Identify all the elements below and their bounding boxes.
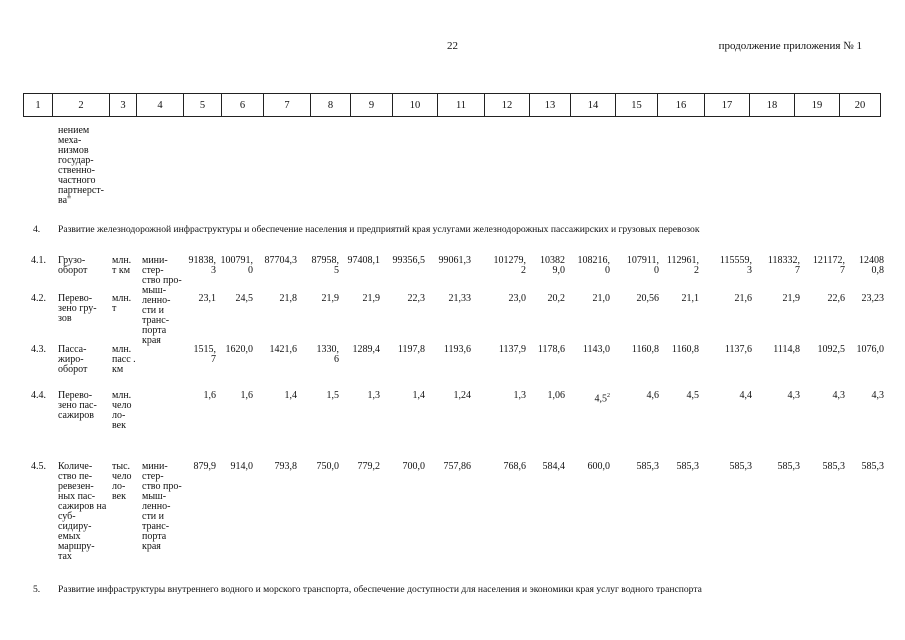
- indicator-name: Пасса- жиро- оборот: [58, 344, 88, 375]
- value-cell: 585,3: [729, 461, 752, 472]
- value-cell: 1,4: [412, 390, 425, 401]
- value-cell: 1,24: [453, 390, 471, 401]
- indicator-name: Грузо- оборот: [58, 255, 88, 276]
- value-cell: 21,8: [279, 293, 297, 304]
- header-col: 18: [750, 94, 795, 117]
- value-cell: 768,6: [503, 461, 526, 472]
- header-col: 17: [705, 94, 750, 117]
- responsible-org: мини- стер- ство про- мыш- ленно- сти и транс- порта края: [142, 461, 182, 552]
- value-cell: 1,3: [367, 390, 380, 401]
- value-cell: 1,4: [284, 390, 297, 401]
- value-cell: 121172, 7: [812, 255, 845, 276]
- footnote-marker: 2: [607, 393, 610, 399]
- value-cell: 757,86: [443, 461, 471, 472]
- value-cell: 118332, 7: [767, 255, 800, 276]
- value-cell: 1114,8: [773, 344, 800, 355]
- value-cell: 1,6: [203, 390, 216, 401]
- value-cell: 21,9: [362, 293, 380, 304]
- unit: млн. т км: [112, 255, 132, 276]
- value-cell: 23,0: [508, 293, 526, 304]
- value-cell: 584,4: [542, 461, 565, 472]
- value-cell: 4,5: [686, 390, 699, 401]
- value-cell: 97408,1: [347, 255, 380, 266]
- value-cell: 21,9: [321, 293, 339, 304]
- value-cell: 793,8: [274, 461, 297, 472]
- value-cell: 99356,5: [392, 255, 425, 266]
- value-cell: 779,2: [357, 461, 380, 472]
- value-cell: 585,3: [822, 461, 845, 472]
- value-cell: 115559, 3: [719, 255, 752, 276]
- value-cell: 20,56: [636, 293, 659, 304]
- section-title: Развитие инфраструктуры внутреннего водного и морского транспорта, обеспечение доступности для населения и экономики края услуг водного транспорта: [58, 584, 702, 595]
- row-number: 4.2.: [31, 293, 46, 304]
- section-title: Развитие железнодорожной инфраструктуры и обеспечение населения и предприятий края услугами железнодорожных пассажирских и грузовых перевозок: [58, 224, 700, 235]
- value-cell: 4,3: [832, 390, 845, 401]
- value-cell: 585,3: [636, 461, 659, 472]
- value-cell: 1289,4: [352, 344, 380, 355]
- value-cell: 12408 0,8: [859, 255, 884, 276]
- value-cell: 87704,3: [264, 255, 297, 266]
- value-cell: 1092,5: [817, 344, 845, 355]
- value-cell: 112961, 2: [666, 255, 699, 276]
- value-cell: 24,5: [235, 293, 253, 304]
- value-cell: 879,9: [193, 461, 216, 472]
- indicator-name: Перево- зено гру- зов: [58, 293, 97, 324]
- value-cell: 23,1: [198, 293, 216, 304]
- indicator-name: Количе- ство пе- ревезен- ных пас- сажиров на суб- сидиру- емых маршру- тах: [58, 461, 107, 562]
- unit: млн. т: [112, 293, 132, 314]
- section-number: 5.: [33, 584, 41, 595]
- header-col: 9: [351, 94, 393, 117]
- value-cell: 1,06: [547, 390, 565, 401]
- value-cell: 22,3: [407, 293, 425, 304]
- header-col: 4: [137, 94, 184, 117]
- value-cell: 101279, 2: [493, 255, 526, 276]
- value-cell: 700,0: [402, 461, 425, 472]
- header-col: 7: [264, 94, 311, 117]
- value-cell: 108216, 0: [577, 255, 610, 276]
- header-col: 10: [393, 94, 438, 117]
- unit: млн. чело ло- век: [112, 390, 132, 431]
- row-number: 4.1.: [31, 255, 46, 266]
- continuation-note: продолжение приложения № 1: [718, 40, 862, 52]
- value-cell: 1137,9: [498, 344, 526, 355]
- value-cell: 100791, 0: [220, 255, 253, 276]
- header-col: 5: [184, 94, 222, 117]
- unit: тыс. чело ло- век: [112, 461, 132, 502]
- header-col: 15: [616, 94, 658, 117]
- page-number: 22: [447, 40, 458, 52]
- value-cell: 600,0: [587, 461, 610, 472]
- value-cell: 1515, 7: [193, 344, 216, 365]
- value-cell: 1076,0: [856, 344, 884, 355]
- header-col: 6: [222, 94, 264, 117]
- header-col: 12: [485, 94, 530, 117]
- value-cell: 107911, 0: [626, 255, 659, 276]
- header-col: 1: [24, 94, 53, 117]
- row-number: 4.4.: [31, 390, 46, 401]
- value-cell: 91838, 3: [188, 255, 216, 276]
- value-cell: 750,0: [316, 461, 339, 472]
- responsible-org: мини- стер- ство про- мыш- ленно- сти и транс- порта края: [142, 255, 182, 346]
- header-col: 16: [658, 94, 705, 117]
- value-cell: 1,6: [240, 390, 253, 401]
- value-cell: 4,6: [646, 390, 659, 401]
- value-cell: 4,3: [871, 390, 884, 401]
- value-cell: 10382 9,0: [540, 255, 565, 276]
- value-cell: 23,23: [861, 293, 884, 304]
- value-cell: 1620,0: [225, 344, 253, 355]
- value-cell: 22,6: [827, 293, 845, 304]
- value-cell: 585,3: [861, 461, 884, 472]
- header-col: 8: [311, 94, 351, 117]
- value-cell: 1330, 6: [316, 344, 339, 365]
- header-col: 11: [438, 94, 485, 117]
- value-cell: 99061,3: [438, 255, 471, 266]
- row-number: 4.3.: [31, 344, 46, 355]
- value-cell: 585,3: [676, 461, 699, 472]
- row-number: 4.5.: [31, 461, 46, 472]
- carryover-text: нением меха- низмов государ- ственно- частного партнерст- ва": [58, 125, 104, 206]
- value-cell: 1137,6: [724, 344, 752, 355]
- value-cell: 1160,8: [671, 344, 699, 355]
- value-cell: 4,4: [739, 390, 752, 401]
- value-cell: 21,6: [734, 293, 752, 304]
- value-cell: 4,3: [787, 390, 800, 401]
- value-cell: 1193,6: [443, 344, 471, 355]
- indicator-name: Перево- зено пас- сажиров: [58, 390, 97, 421]
- value-cell: 1160,8: [631, 344, 659, 355]
- header-col: 19: [795, 94, 840, 117]
- value-cell: 1,3: [513, 390, 526, 401]
- section-number: 4.: [33, 224, 41, 235]
- header-col: 3: [110, 94, 137, 117]
- column-header-table: [23, 93, 881, 117]
- value-cell: 21,1: [681, 293, 699, 304]
- value-cell: $4,5^2$: [594, 393, 610, 405]
- value-cell: 21,9: [782, 293, 800, 304]
- value-cell: 914,0: [230, 461, 253, 472]
- unit: млн. пасс . км: [112, 344, 136, 375]
- value-cell: 1197,8: [397, 344, 425, 355]
- value-cell: 1178,6: [537, 344, 565, 355]
- header-col: 13: [530, 94, 571, 117]
- header-col: 20: [840, 94, 881, 117]
- value-cell: 20,2: [547, 293, 565, 304]
- value-cell: 585,3: [777, 461, 800, 472]
- value-cell: 1,5: [326, 390, 339, 401]
- value-cell: 1143,0: [582, 344, 610, 355]
- value-cell: 1421,6: [269, 344, 297, 355]
- header-col: 2: [53, 94, 110, 117]
- header-col: 14: [571, 94, 616, 117]
- value-cell: 21,33: [448, 293, 471, 304]
- value-cell: 21,0: [592, 293, 610, 304]
- value-cell: 87958, 5: [311, 255, 339, 276]
